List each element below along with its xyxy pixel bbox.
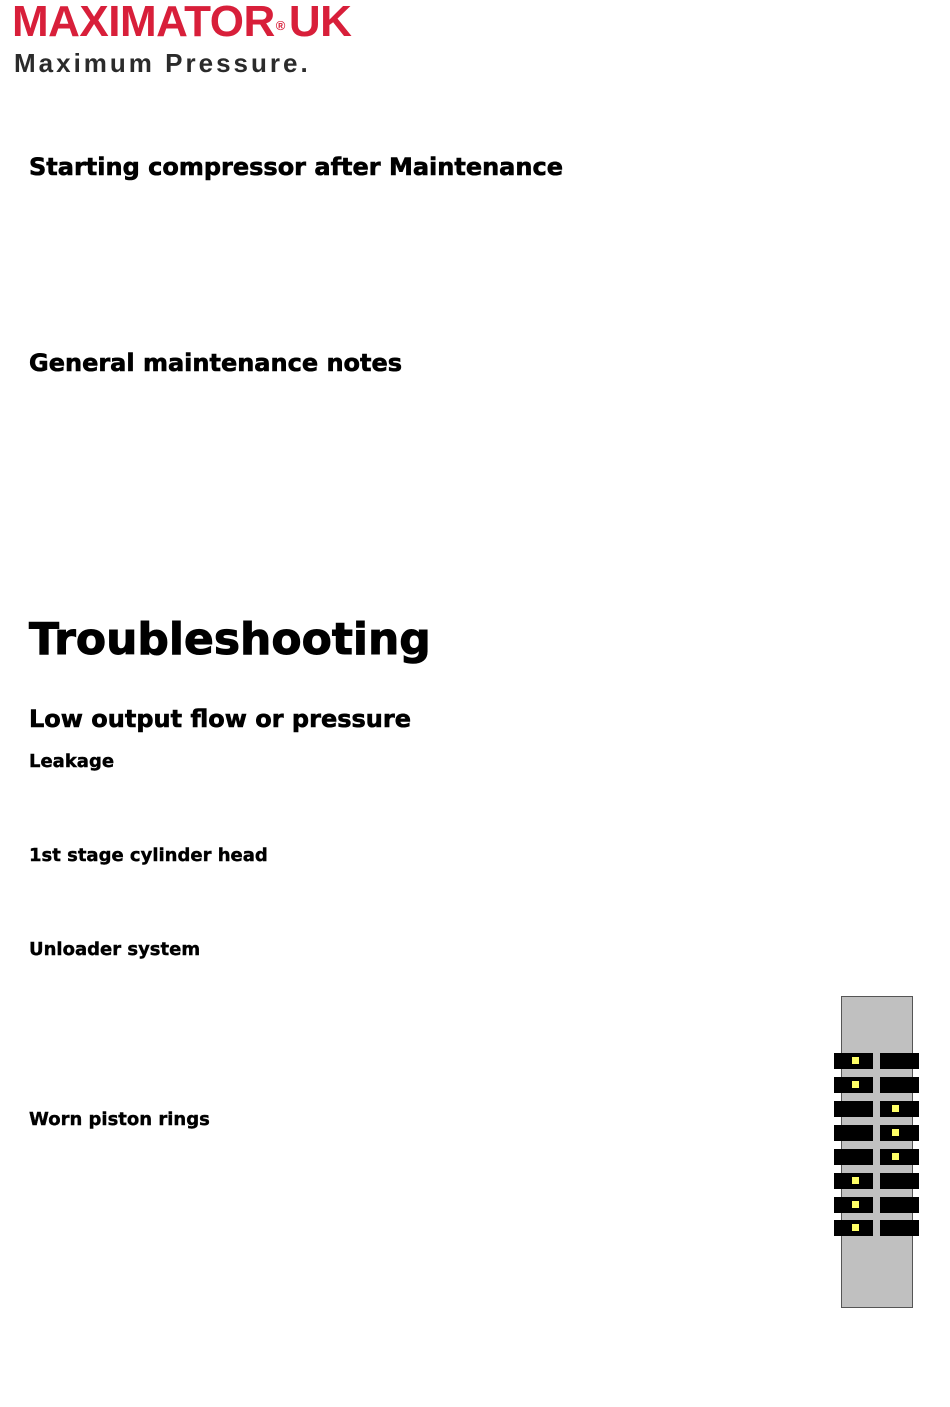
logo-tagline: Maximum Pressure. xyxy=(14,48,311,78)
ring-block-left xyxy=(834,1197,873,1213)
heading-piston-rings: Worn piston rings xyxy=(29,1109,210,1130)
ring-block-right xyxy=(880,1077,919,1093)
ring-block-left xyxy=(834,1077,873,1093)
ring-dot xyxy=(892,1129,899,1136)
ring-dot xyxy=(852,1081,859,1088)
ring-block-right xyxy=(880,1149,919,1165)
ring-block-left xyxy=(834,1220,873,1236)
ring-block-right xyxy=(880,1197,919,1213)
ring-block-left xyxy=(834,1173,873,1189)
ring-block-left xyxy=(834,1053,873,1069)
ring-block-left xyxy=(834,1149,873,1165)
ring-block-right xyxy=(880,1053,919,1069)
logo-region: UK xyxy=(288,0,352,46)
ring-block-right xyxy=(880,1220,919,1236)
logo-brand: MAXIMATOR xyxy=(12,0,275,46)
logo-registered-mark: ® xyxy=(275,18,285,33)
heading-troubleshooting: Troubleshooting xyxy=(29,614,431,665)
logo-title xyxy=(12,0,351,44)
ring-block-left xyxy=(834,1101,873,1117)
ring-block-right xyxy=(880,1125,919,1141)
heading-low-output: Low output flow or pressure xyxy=(29,705,411,733)
ring-dot xyxy=(892,1153,899,1160)
ring-block-right xyxy=(880,1101,919,1117)
heading-leakage: Leakage xyxy=(29,751,115,772)
heading-unloader-system: Unloader system xyxy=(29,939,201,960)
ring-dot xyxy=(852,1177,859,1184)
ring-dot xyxy=(852,1057,859,1064)
ring-block-left xyxy=(834,1125,873,1141)
ring-block-right xyxy=(880,1173,919,1189)
heading-starting-compressor: Starting compressor after Maintenance xyxy=(29,153,563,181)
ring-dot xyxy=(852,1201,859,1208)
ring-dot xyxy=(892,1105,899,1112)
ring-dot xyxy=(852,1224,859,1231)
piston-ring-diagram xyxy=(834,996,922,1308)
heading-general-maintenance: General maintenance notes xyxy=(29,349,403,377)
heading-cylinder-head: 1st stage cylinder head xyxy=(29,845,268,866)
